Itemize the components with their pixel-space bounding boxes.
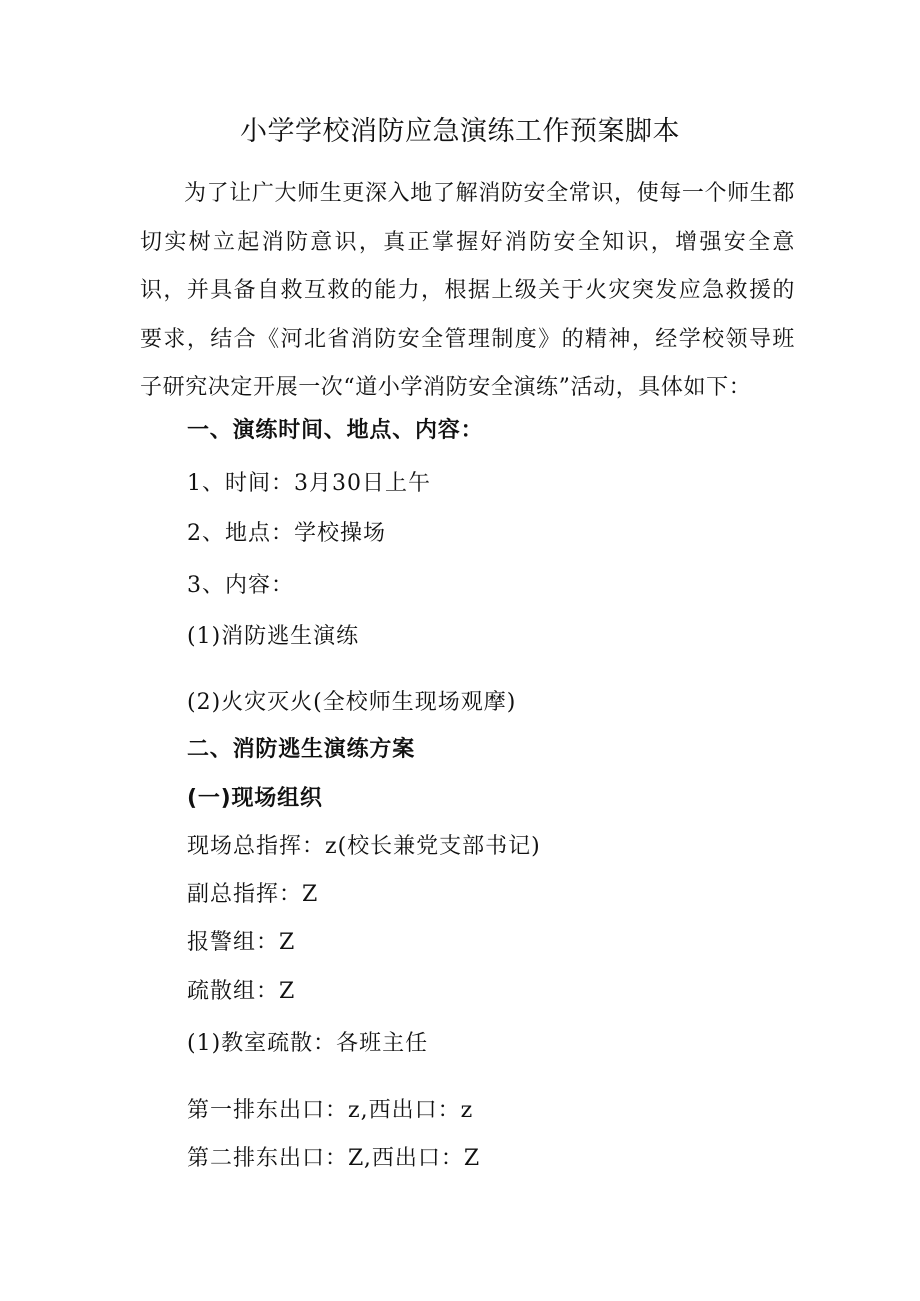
deputy-commander-line: 副总指挥：Z xyxy=(187,882,319,907)
drill-content-item-2: (2)火灾灭火(全校师生现场观摩) xyxy=(187,690,517,715)
drill-content-label: 3、内容： xyxy=(187,573,294,598)
sub-heading-onsite-organization: (一)现场组织 xyxy=(187,786,323,811)
commander-line: 现场总指挥：z(校长兼党支部书记) xyxy=(187,834,541,859)
alarm-group-line: 报警组：Z xyxy=(187,930,296,955)
row-one-exits: 第一排东出口：z,西出口：z xyxy=(187,1098,474,1123)
intro-paragraph: 为了让广大师生更深入地了解消防安全常识，使每一个师生都切实树立起消防意识，真正掌握好消防安全知识，增强安全意识，并具备自救互救的能力，根据上级关于火灾突发应急救援的要求，结合《河北省消防安全管理制度》的精神，经学校领导班子研究决定开展一次“道小学消防安全演练”活动，具体如下： xyxy=(140,181,795,400)
drill-place: 2、地点：学校操场 xyxy=(187,521,386,546)
document-title: 小学学校消防应急演练工作预案脚本 xyxy=(240,116,680,147)
row-two-exits: 第二排东出口：Z,西出口：Z xyxy=(187,1146,481,1171)
classroom-evacuation-line: (1)教室疏散：各班主任 xyxy=(187,1031,429,1056)
section-heading-evacuation-plan: 二、消防逃生演练方案 xyxy=(187,737,416,762)
drill-time: 1、时间：3月30日上午 xyxy=(187,471,431,496)
drill-content-item-1: (1)消防逃生演练 xyxy=(187,624,360,649)
section-heading-drill-info: 一、演练时间、地点、内容： xyxy=(187,418,484,443)
evacuation-group-line: 疏散组：Z xyxy=(187,979,296,1004)
